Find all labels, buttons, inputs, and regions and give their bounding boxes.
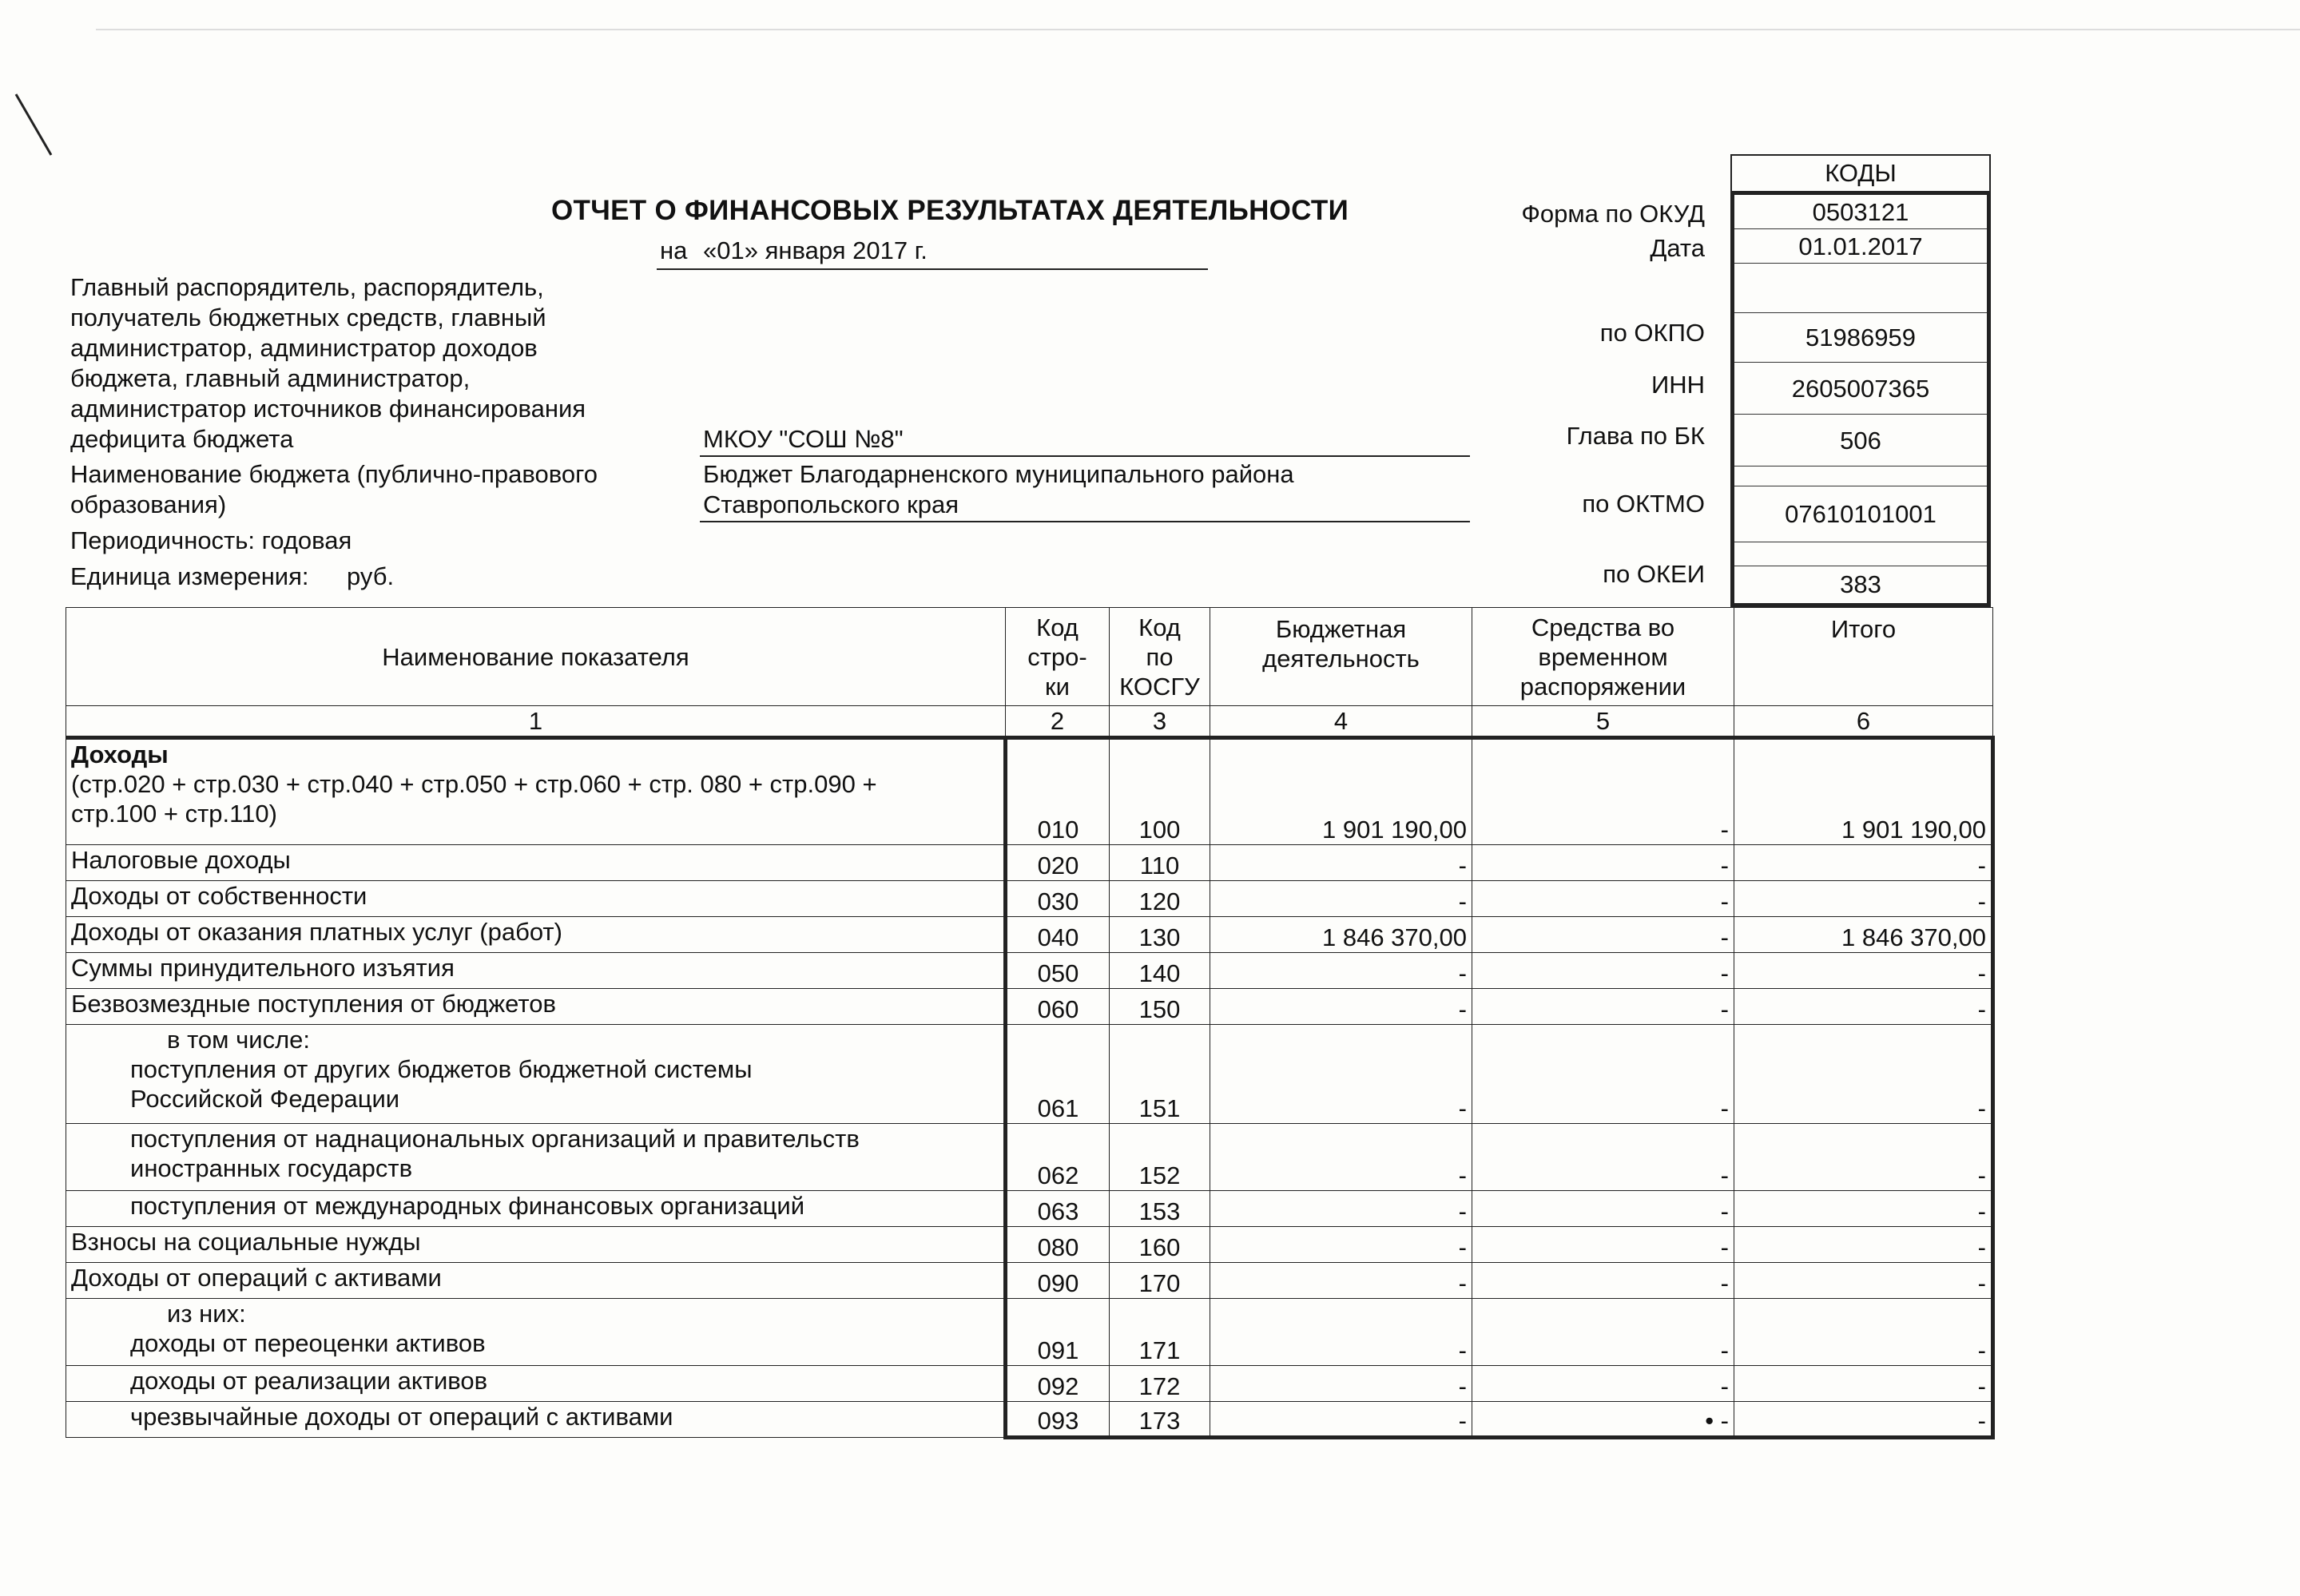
row-budget: - <box>1210 1299 1472 1366</box>
bk-label: Глава по БК <box>1566 422 1705 450</box>
row-kosgu: 170 <box>1110 1263 1210 1299</box>
row-budget: 1 901 190,00 <box>1210 738 1472 845</box>
row-code: 092 <box>1006 1366 1110 1402</box>
row-name: Безвозмездные поступления от бюджетов <box>66 989 1006 1025</box>
table-row <box>66 1402 1993 1438</box>
col-number-1: 1 <box>66 706 1006 738</box>
table-row <box>66 1366 1993 1402</box>
entity-underline <box>700 455 1470 457</box>
row-temp: - <box>1472 989 1734 1025</box>
row-kosgu: 140 <box>1110 953 1210 989</box>
code-empty-1 <box>1734 264 1987 313</box>
col-number-2: 2 <box>1006 706 1110 738</box>
row-budget: - <box>1210 989 1472 1025</box>
unit-value: руб. <box>347 562 395 590</box>
row-code: 010 <box>1006 738 1110 845</box>
row-kosgu: 152 <box>1110 1124 1210 1191</box>
date-code-label: Дата <box>1650 234 1705 262</box>
row-code: 080 <box>1006 1227 1110 1263</box>
row-name: доходы от реализации активов <box>66 1366 1006 1402</box>
row-budget: - <box>1210 953 1472 989</box>
table-row <box>66 1124 1993 1191</box>
row-kosgu: 110 <box>1110 845 1210 881</box>
table-row <box>66 1263 1993 1299</box>
header-total: Итого <box>1734 608 1993 706</box>
col-number-4: 4 <box>1210 706 1472 738</box>
row-code: 093 <box>1006 1402 1110 1438</box>
code-okei: 383 <box>1840 570 1881 598</box>
row-budget: - <box>1210 1191 1472 1227</box>
budget-name-label: Наименование бюджета (публично-правового образования) <box>70 460 598 518</box>
code-inn: 2605007365 <box>1734 363 1987 415</box>
table-row <box>66 881 1993 917</box>
row-code: 061 <box>1006 1025 1110 1124</box>
row-temp: • - <box>1472 1402 1734 1438</box>
okpo-label: по ОКПО <box>1599 319 1705 347</box>
unit-label: Единица измерения: <box>70 562 309 590</box>
row-code: 030 <box>1006 881 1110 917</box>
row-budget: - <box>1210 1263 1472 1299</box>
entity-name: МКОУ "СОШ №8" <box>703 425 904 453</box>
row-kosgu: 150 <box>1110 989 1210 1025</box>
row-kosgu: 173 <box>1110 1402 1210 1438</box>
row-name: Доходы от операций с активами <box>66 1263 1006 1299</box>
row-total: - <box>1734 1191 1993 1227</box>
row-temp: - <box>1472 1191 1734 1227</box>
codes-header: КОДЫ <box>1730 154 1991 191</box>
row-temp: - <box>1472 953 1734 989</box>
row-temp: - <box>1472 845 1734 881</box>
row-budget: 1 846 370,00 <box>1210 917 1472 953</box>
row-total: - <box>1734 953 1993 989</box>
recipient-label: Главный распорядитель, распорядитель, получатель бюджетных средств, главный администратор, администратор доходов бюджета, главный администратор, администратор источников финансирования дефицита бюджета <box>70 273 586 453</box>
row-total: 1 846 370,00 <box>1734 917 1993 953</box>
row-temp: - <box>1472 1025 1734 1124</box>
row-kosgu: 160 <box>1110 1227 1210 1263</box>
row-name: Взносы на социальные нужды <box>66 1227 1006 1263</box>
budget-name-value: Бюджет Благодарненского муниципального района Ставропольского края <box>703 460 1294 518</box>
report-date: «01» января 2017 г. <box>703 236 928 264</box>
row-budget: - <box>1210 1124 1472 1191</box>
date-underline <box>657 268 1208 270</box>
row-kosgu: 120 <box>1110 881 1210 917</box>
row-budget: - <box>1210 845 1472 881</box>
row-name: в том числе: поступления от других бюджетов бюджетной системы Российской Федерации <box>66 1025 1006 1124</box>
code-date: 01.01.2017 <box>1734 229 1987 264</box>
oktmo-label: по ОКТМО <box>1582 490 1705 518</box>
row-code: 050 <box>1006 953 1110 989</box>
table-row <box>66 845 1993 881</box>
budget-underline <box>700 521 1470 522</box>
code-bk: 506 <box>1734 415 1987 466</box>
row-code: 062 <box>1006 1124 1110 1191</box>
periodicity: Периодичность: годовая <box>70 526 352 554</box>
row-temp: - <box>1472 1263 1734 1299</box>
row-name: Налоговые доходы <box>66 845 1006 881</box>
report-table <box>66 607 1995 1439</box>
row-code: 091 <box>1006 1299 1110 1366</box>
header-budget: Бюджетная деятельность <box>1210 608 1472 706</box>
row-total: - <box>1734 1299 1993 1366</box>
row-name: из них: доходы от переоценки активов <box>66 1299 1006 1366</box>
code-okud: 0503121 <box>1734 195 1987 229</box>
col-number-6: 6 <box>1734 706 1993 738</box>
sheet-edge <box>96 29 2300 30</box>
row-name: поступления от международных финансовых организаций <box>66 1191 1006 1227</box>
row-temp: - <box>1472 738 1734 845</box>
row-code: 090 <box>1006 1263 1110 1299</box>
row-total: - <box>1734 1402 1993 1438</box>
row-total: - <box>1734 1227 1993 1263</box>
row-code: 063 <box>1006 1191 1110 1227</box>
row-kosgu: 172 <box>1110 1366 1210 1402</box>
row-kosgu: 151 <box>1110 1025 1210 1124</box>
col-number-3: 3 <box>1110 706 1210 738</box>
row-name: Доходы (стр.020 + стр.030 + стр.040 + стр.050 + стр.060 + стр. 080 + стр.090 + стр.100 + стр.110) <box>66 738 1006 845</box>
row-budget: - <box>1210 1227 1472 1263</box>
codes-box <box>1730 154 1991 607</box>
table-row <box>66 1025 1993 1124</box>
row-temp: - <box>1472 1299 1734 1366</box>
row-budget: - <box>1210 1366 1472 1402</box>
row-budget: - <box>1210 1025 1472 1124</box>
row-name: Доходы от оказания платных услуг (работ) <box>66 917 1006 953</box>
code-empty-2 <box>1734 466 1987 486</box>
okei-label: по ОКЕИ <box>1603 560 1705 588</box>
row-total: - <box>1734 1124 1993 1191</box>
code-okpo: 51986959 <box>1734 313 1987 363</box>
row-temp: - <box>1472 881 1734 917</box>
header-line-code: Код стро- ки <box>1006 608 1110 706</box>
table-row <box>66 989 1993 1025</box>
row-budget: - <box>1210 881 1472 917</box>
row-code: 020 <box>1006 845 1110 881</box>
col-number-5: 5 <box>1472 706 1734 738</box>
table-row <box>66 738 1993 845</box>
row-total: - <box>1734 845 1993 881</box>
row-code: 040 <box>1006 917 1110 953</box>
code-empty-3 <box>1734 542 1987 566</box>
row-temp: - <box>1472 1366 1734 1402</box>
table-row <box>66 1227 1993 1263</box>
row-total: - <box>1734 1366 1993 1402</box>
row-kosgu: 153 <box>1110 1191 1210 1227</box>
row-name: Доходы от собственности <box>66 881 1006 917</box>
date-prefix: на <box>660 236 688 264</box>
table-row <box>66 917 1993 953</box>
row-temp: - <box>1472 1124 1734 1191</box>
table-row <box>66 1299 1993 1366</box>
code-oktmo: 07610101001 <box>1734 486 1987 542</box>
row-name: чрезвычайные доходы от операций с активами <box>66 1402 1006 1438</box>
row-total: - <box>1734 989 1993 1025</box>
row-temp: - <box>1472 1227 1734 1263</box>
row-total: - <box>1734 1263 1993 1299</box>
row-kosgu: 100 <box>1110 738 1210 845</box>
row-budget: - <box>1210 1402 1472 1438</box>
row-kosgu: 130 <box>1110 917 1210 953</box>
header-temp: Средства во временном распоряжении <box>1472 608 1734 706</box>
row-total: - <box>1734 1025 1993 1124</box>
row-total: 1 901 190,00 <box>1734 738 1993 845</box>
row-code: 060 <box>1006 989 1110 1025</box>
scan-mark <box>11 89 59 161</box>
okud-label: Форма по ОКУД <box>1521 200 1705 228</box>
row-temp: - <box>1472 917 1734 953</box>
row-name: поступления от наднациональных организаций и правительств иностранных государств <box>66 1124 1006 1191</box>
row-name: Суммы принудительного изъятия <box>66 953 1006 989</box>
page-title: ОТЧЕТ О ФИНАНСОВЫХ РЕЗУЛЬТАТАХ ДЕЯТЕЛЬНОСТИ <box>551 195 1349 226</box>
table-row <box>66 953 1993 989</box>
inn-label: ИНН <box>1651 371 1705 399</box>
header-name: Наименование показателя <box>66 608 1006 706</box>
row-kosgu: 171 <box>1110 1299 1210 1366</box>
table-row <box>66 1191 1993 1227</box>
header-kosgu: Код по КОСГУ <box>1110 608 1210 706</box>
row-total: - <box>1734 881 1993 917</box>
